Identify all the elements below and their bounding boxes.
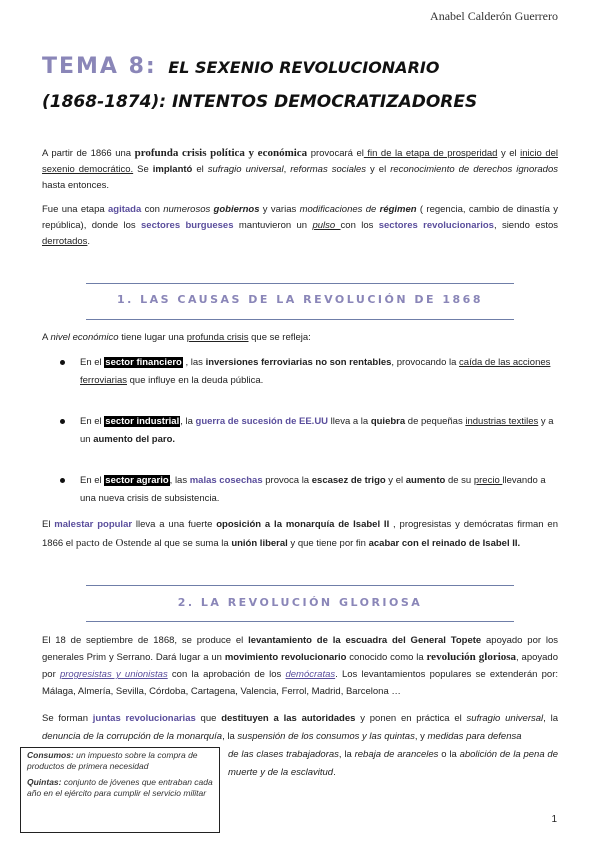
footnote-box <box>20 747 220 833</box>
section1-rule-top <box>86 283 514 284</box>
title-line1: EL SEXENIO REVOLUCIONARIO <box>168 58 440 77</box>
title-line2: (1868-1874): INTENTOS DEMOCRATIZADORES <box>42 92 478 112</box>
footnote-consumos: Consumos: un impuesto sobre la compra de productos de primera necesidad <box>27 750 198 771</box>
title-tema: TEMA 8: <box>42 54 157 79</box>
list-item: En el sector financiero , las inversiones ferroviarias no son rentables, provocando la caída de las acciones ferroviarias que influye en la deuda pública. <box>60 354 558 390</box>
footnote-quintas: Quintas: conjunto de jóvenes que entraban cada año en el ejército para cumplir el servicio militar <box>27 777 213 798</box>
section2-paragraph-2-cont: de las clases trabajadoras, la rebaja de aranceles o la abolición de la pena de muerte y de la esclavitud. <box>228 749 559 778</box>
list-item: En el sector agrario, las malas cosechas provoca la escasez de trigo y el aumento de su precio llevando a una nueva crisis de subsistencia. <box>60 472 558 508</box>
bullet-icon <box>60 419 65 424</box>
section2-paragraph-2: Se forman juntas revolucionarias que destituyen a las autoridades y ponen en práctica el sufragio universal, la denuncia de la corrupción de la monarquía, la suspensión de los consumos y las quintas, y medidas para defensa <box>42 713 558 742</box>
intro-paragraph-1: A partir de 1866 una profunda crisis política y económica provocará el fin de la etapa de prosperidad y el inicio del sexenio democrático. Se implantó el sufragio universal, reformas sociales y el reconocimiento de derechos ignorados hasta entonces. <box>42 147 558 191</box>
intro-paragraph-2: Fue una etapa agitada con numerosos gobiernos y varias modificaciones de régimen ( regencia, cambio de dinastía y república), donde los sectores burgueses mantuvieron un pulso con los sectores revolucionarios, siendo estos derrotados. <box>42 204 559 247</box>
section2-rule-bottom <box>86 621 514 622</box>
page-title <box>42 50 562 119</box>
section1-closing: El malestar popular lleva a una fuerte oposición a la monarquía de Isabel II , progresistas y demócratas firman en 1866 el pacto de Ostende al que se suma la unión liberal y que tiene por fin acabar con el reinado de Isabel II. <box>42 519 558 549</box>
bullet-icon <box>60 478 65 483</box>
bullet-icon <box>60 360 65 365</box>
section1-lead: A nivel económico tiene lugar una profunda crisis que se refleja: <box>42 332 311 343</box>
section2-paragraph-1: El 18 de septiembre de 1868, se produce el levantamiento de la escuadra del General Topete apoyado por los generales Prim y Serrano. Dará lugar a un movimiento revolucionario conocido como la revolución gloriosa, apoyado por progresistas y unionistas con la aprobación de los demócratas. Los levantamientos populares se extenderán por: Málaga, Almería, Sevilla, Córdoba, Cartagena, Valencia, Ferrol, Madrid, Barcelona … <box>42 635 558 697</box>
list-item: En el sector industrial, la guerra de sucesión de EE.UU lleva a la quiebra de pequeñas industrias textiles y a un aumento del paro. <box>60 413 558 449</box>
section2-heading: 2. LA REVOLUCIÓN GLORIOSA <box>177 596 423 609</box>
section2-rule-top <box>86 585 514 586</box>
author-name: Anabel Calderón Guerrero <box>430 9 558 23</box>
page-number: 1 <box>551 814 557 825</box>
section1-rule-bottom <box>86 319 514 320</box>
section1-heading: 1. LAS CAUSAS DE LA REVOLUCIÓN DE 1868 <box>117 293 483 306</box>
